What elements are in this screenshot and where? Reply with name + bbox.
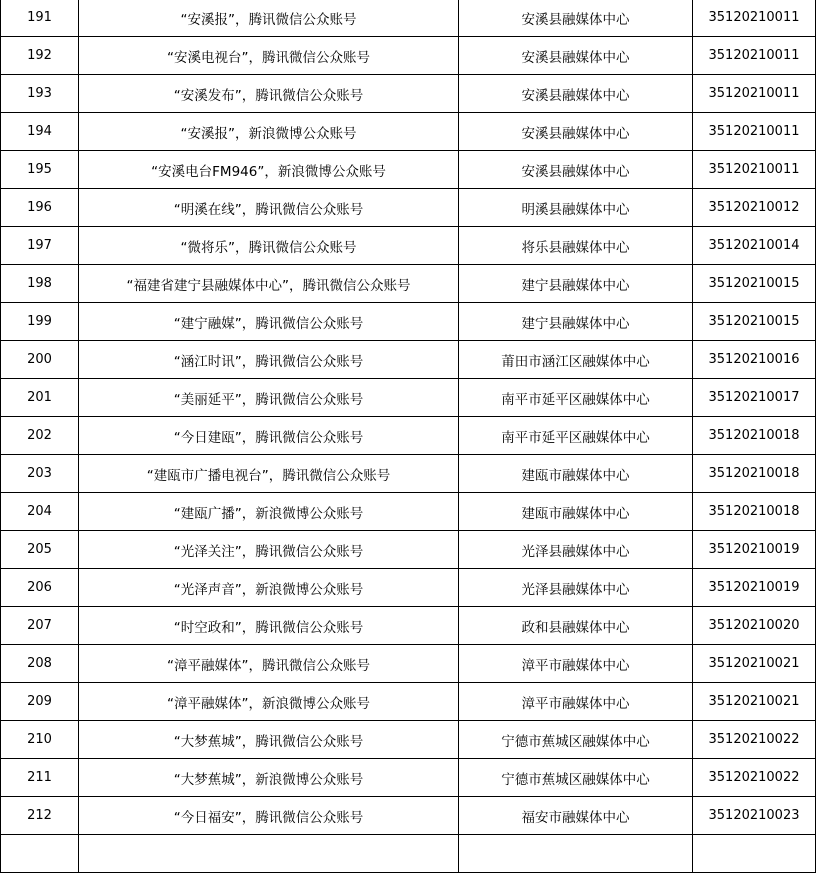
- organization-cell: 安溪县融媒体中心: [459, 0, 693, 37]
- organization-cell: 光泽县融媒体中心: [459, 569, 693, 607]
- row-number-cell: 193: [1, 75, 79, 113]
- license-code-cell: 35120210020: [693, 607, 816, 645]
- table-row: [1, 37, 816, 75]
- row-number-cell: 194: [1, 113, 79, 151]
- organization-cell: 福安市融媒体中心: [459, 797, 693, 835]
- account-name-cell: “安溪报”，腾讯微信公众账号: [79, 0, 459, 37]
- organization-cell: 安溪县融媒体中心: [459, 151, 693, 189]
- license-code-cell: 35120210021: [693, 645, 816, 683]
- table-row: [1, 607, 816, 645]
- account-name-cell: “安溪电台FM946”，新浪微博公众账号: [79, 151, 459, 189]
- organization-cell: 建瓯市融媒体中心: [459, 455, 693, 493]
- account-name-cell: “明溪在线”，腾讯微信公众账号: [79, 189, 459, 227]
- account-name-cell: “涵江时讯”，腾讯微信公众账号: [79, 341, 459, 379]
- table-row: [1, 569, 816, 607]
- license-code-cell: 35120210015: [693, 265, 816, 303]
- row-number-cell: 211: [1, 759, 79, 797]
- account-name-cell: “光泽关注”，腾讯微信公众账号: [79, 531, 459, 569]
- table-row: [1, 75, 816, 113]
- license-code-cell: 35120210023: [693, 797, 816, 835]
- table-row: [1, 721, 816, 759]
- license-code-cell: 35120210018: [693, 455, 816, 493]
- row-number-cell: 203: [1, 455, 79, 493]
- organization-cell: 莆田市涵江区融媒体中心: [459, 341, 693, 379]
- organization-cell: 安溪县融媒体中心: [459, 37, 693, 75]
- table-row: [1, 113, 816, 151]
- license-code-cell: 35120210011: [693, 151, 816, 189]
- table-row: [1, 265, 816, 303]
- table-row: [1, 493, 816, 531]
- table-row: [1, 683, 816, 721]
- license-code-cell: 35120210011: [693, 113, 816, 151]
- account-name-cell: “漳平融媒体”，新浪微博公众账号: [79, 683, 459, 721]
- row-number-cell: 202: [1, 417, 79, 455]
- table-row-partial: [1, 835, 816, 873]
- account-name-cell: “建瓯广播”，新浪微博公众账号: [79, 493, 459, 531]
- row-number-cell: 192: [1, 37, 79, 75]
- table-row: [1, 759, 816, 797]
- organization-cell: 明溪县融媒体中心: [459, 189, 693, 227]
- row-number-cell: 198: [1, 265, 79, 303]
- row-number-cell: 200: [1, 341, 79, 379]
- license-code-cell: 35120210012: [693, 189, 816, 227]
- table-row: [1, 189, 816, 227]
- row-number-cell: 209: [1, 683, 79, 721]
- account-name-cell: “安溪发布”，腾讯微信公众账号: [79, 75, 459, 113]
- row-number-cell: 208: [1, 645, 79, 683]
- row-number-cell: 207: [1, 607, 79, 645]
- license-code-cell: 35120210016: [693, 341, 816, 379]
- table-row: [1, 303, 816, 341]
- row-number-cell: 212: [1, 797, 79, 835]
- table-cell-partial: [459, 835, 693, 873]
- license-code-cell: 35120210017: [693, 379, 816, 417]
- organization-cell: 漳平市融媒体中心: [459, 645, 693, 683]
- organization-cell: 宁德市蕉城区融媒体中心: [459, 721, 693, 759]
- organization-cell: 建瓯市融媒体中心: [459, 493, 693, 531]
- account-name-cell: “微将乐”，腾讯微信公众账号: [79, 227, 459, 265]
- license-code-cell: 35120210011: [693, 75, 816, 113]
- license-code-cell: 35120210011: [693, 37, 816, 75]
- account-name-cell: “漳平融媒体”，腾讯微信公众账号: [79, 645, 459, 683]
- table-row: [1, 797, 816, 835]
- registry-table-body: [1, 0, 816, 873]
- license-code-cell: 35120210018: [693, 493, 816, 531]
- table-row: [1, 417, 816, 455]
- license-code-cell: 35120210022: [693, 721, 816, 759]
- organization-cell: 政和县融媒体中心: [459, 607, 693, 645]
- row-number-cell: 210: [1, 721, 79, 759]
- organization-cell: 南平市延平区融媒体中心: [459, 417, 693, 455]
- table-row: [1, 455, 816, 493]
- account-name-cell: “安溪电视台”，腾讯微信公众账号: [79, 37, 459, 75]
- account-name-cell: “大梦蕉城”，新浪微博公众账号: [79, 759, 459, 797]
- license-code-cell: 35120210018: [693, 417, 816, 455]
- license-code-cell: 35120210022: [693, 759, 816, 797]
- license-code-cell: 35120210014: [693, 227, 816, 265]
- organization-cell: 安溪县融媒体中心: [459, 75, 693, 113]
- table-row: [1, 151, 816, 189]
- table-row: [1, 531, 816, 569]
- account-name-cell: “今日建瓯”，腾讯微信公众账号: [79, 417, 459, 455]
- table-row: [1, 379, 816, 417]
- account-name-cell: “时空政和”，腾讯微信公众账号: [79, 607, 459, 645]
- row-number-cell: 196: [1, 189, 79, 227]
- organization-cell: 南平市延平区融媒体中心: [459, 379, 693, 417]
- table-row: [1, 341, 816, 379]
- license-code-cell: 35120210021: [693, 683, 816, 721]
- row-number-cell: 206: [1, 569, 79, 607]
- table-row: [1, 0, 816, 37]
- organization-cell: 光泽县融媒体中心: [459, 531, 693, 569]
- account-name-cell: “美丽延平”，腾讯微信公众账号: [79, 379, 459, 417]
- row-number-cell: 197: [1, 227, 79, 265]
- organization-cell: 建宁县融媒体中心: [459, 265, 693, 303]
- account-name-cell: “建宁融媒”，腾讯微信公众账号: [79, 303, 459, 341]
- organization-cell: 宁德市蕉城区融媒体中心: [459, 759, 693, 797]
- license-code-cell: 35120210019: [693, 569, 816, 607]
- table-cell-partial: [79, 835, 459, 873]
- row-number-cell: 205: [1, 531, 79, 569]
- account-name-cell: “大梦蕉城”，腾讯微信公众账号: [79, 721, 459, 759]
- account-name-cell: “建瓯市广播电视台”，腾讯微信公众账号: [79, 455, 459, 493]
- account-name-cell: “今日福安”，腾讯微信公众账号: [79, 797, 459, 835]
- account-name-cell: “安溪报”，新浪微博公众账号: [79, 113, 459, 151]
- account-name-cell: “福建省建宁县融媒体中心”，腾讯微信公众账号: [79, 265, 459, 303]
- row-number-cell: 195: [1, 151, 79, 189]
- row-number-cell: 204: [1, 493, 79, 531]
- row-number-cell: 191: [1, 0, 79, 37]
- table-cell-partial: [693, 835, 816, 873]
- organization-cell: 建宁县融媒体中心: [459, 303, 693, 341]
- organization-cell: 漳平市融媒体中心: [459, 683, 693, 721]
- row-number-cell: 201: [1, 379, 79, 417]
- license-code-cell: 35120210011: [693, 0, 816, 37]
- table-cell-partial: [1, 835, 79, 873]
- account-name-cell: “光泽声音”，新浪微博公众账号: [79, 569, 459, 607]
- organization-cell: 安溪县融媒体中心: [459, 113, 693, 151]
- table-row: [1, 227, 816, 265]
- organization-cell: 将乐县融媒体中心: [459, 227, 693, 265]
- table-row: [1, 645, 816, 683]
- license-code-cell: 35120210019: [693, 531, 816, 569]
- row-number-cell: 199: [1, 303, 79, 341]
- license-code-cell: 35120210015: [693, 303, 816, 341]
